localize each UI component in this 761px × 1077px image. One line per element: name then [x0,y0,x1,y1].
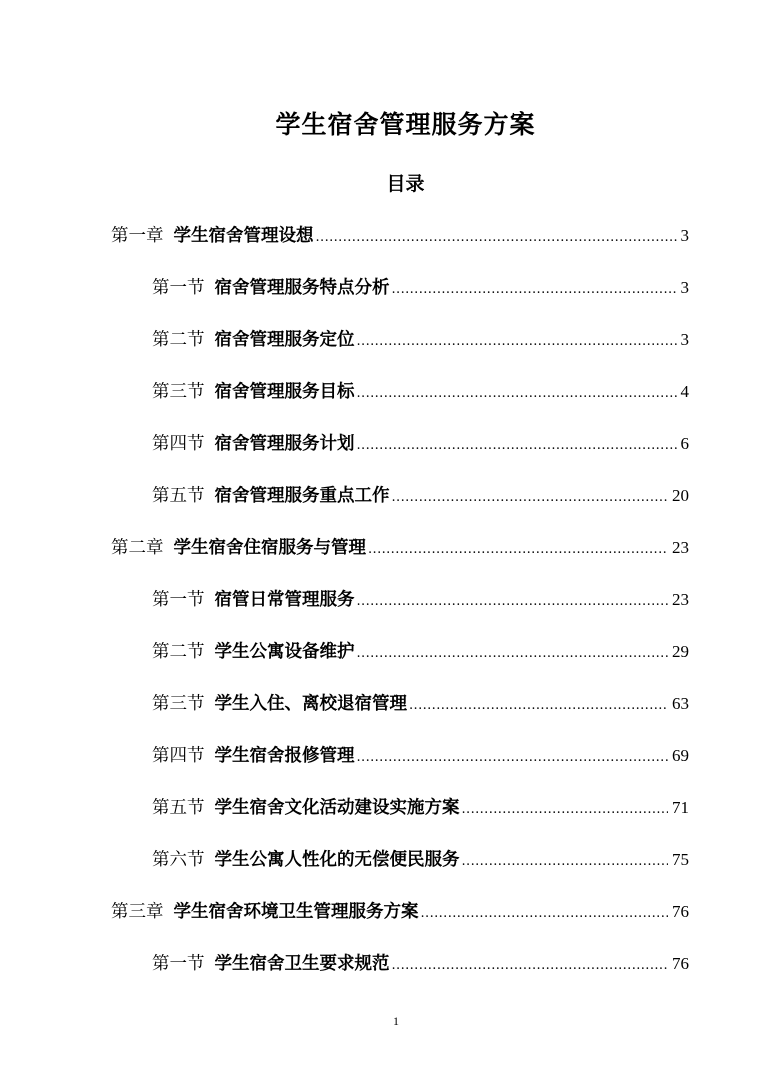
toc-entry-title: 学生宿舍文化活动建设实施方案 [214,798,460,818]
toc-entry-title: 学生公寓人性化的无偿便民服务 [214,850,460,870]
toc-entry-prefix: 第四节 [152,746,205,766]
toc-entry-title: 学生宿舍住宿服务与管理 [173,538,366,558]
toc-dot-leader [357,380,677,408]
toc-entry-page: 23 [672,538,689,557]
toc-entry-page: 69 [672,746,689,765]
toc-entry-prefix: 第三节 [152,382,205,402]
toc-entry-title: 学生宿舍环境卫生管理服务方案 [173,902,419,922]
toc-dot-leader [368,536,668,564]
toc-entry-prefix: 第一节 [152,278,205,298]
toc-entry-page: 3 [680,226,689,245]
toc-dot-leader [462,848,669,876]
toc-dot-leader [421,900,669,928]
toc-entry-page: 76 [672,954,689,973]
toc-entry-page: 20 [672,486,689,505]
toc-dot-leader [392,276,677,304]
toc-entry[interactable] [111,898,689,926]
toc-entry-prefix: 第三章 [111,902,164,922]
toc-entry[interactable] [152,586,689,614]
toc-entry-title: 学生宿舍卫生要求规范 [214,954,390,974]
toc-entry-page: 29 [672,642,689,661]
toc-dot-leader [392,484,669,512]
toc-entry-prefix: 第四节 [152,434,205,454]
toc-dot-leader [462,796,669,824]
toc-entry[interactable] [111,534,689,562]
toc-entry-page: 76 [672,902,689,921]
toc-entry[interactable] [152,742,689,770]
toc-entry-title: 学生入住、离校退宿管理 [214,694,407,714]
toc-entry-prefix: 第二节 [152,330,205,350]
toc-entry[interactable] [152,950,689,978]
toc-entry[interactable] [152,690,689,718]
toc-entry-page: 63 [672,694,689,713]
toc-entry-page: 3 [680,330,689,349]
toc-entry-prefix: 第五节 [152,486,205,506]
toc-entry[interactable] [152,846,689,874]
toc-entry-prefix: 第三节 [152,694,205,714]
toc-dot-leader [357,432,677,460]
toc-entry-prefix: 第五节 [152,798,205,818]
toc-entry[interactable] [152,482,689,510]
toc-entry[interactable] [152,326,689,354]
toc-entry-prefix: 第一章 [111,226,164,246]
toc-entry-page: 23 [672,590,689,609]
toc-entry-page: 6 [680,434,689,453]
toc-entry-title: 宿舍管理服务目标 [214,382,355,402]
toc-dot-leader [316,224,677,252]
document-title: 学生宿舍管理服务方案 [275,110,536,139]
toc-entry-page: 4 [680,382,689,401]
toc-entry-page: 3 [680,278,689,297]
toc-entry-title: 学生宿舍管理设想 [173,226,314,246]
toc-dot-leader [392,952,669,980]
toc-entry-prefix: 第六节 [152,850,205,870]
toc-entry[interactable] [152,378,689,406]
toc-entry-page: 75 [672,850,689,869]
toc-heading: 目录 [386,173,425,195]
page-number: 1 [393,1014,399,1028]
toc-dot-leader [357,744,669,772]
toc-entry-title: 学生宿舍报修管理 [214,746,355,766]
toc-entry-prefix: 第二节 [152,642,205,662]
toc-entry-title: 宿舍管理服务计划 [214,434,355,454]
toc-entry[interactable] [152,638,689,666]
toc-dot-leader [357,328,677,356]
toc-entry-title: 学生公寓设备维护 [214,642,355,662]
toc-dot-leader [409,692,668,720]
toc-dot-leader [357,588,669,616]
toc-entry[interactable] [152,794,689,822]
toc-dot-leader [357,640,669,668]
toc-entry[interactable] [152,274,689,302]
toc-entry-title: 宿管日常管理服务 [214,590,355,610]
toc-entry-title: 宿舍管理服务特点分析 [214,278,390,298]
toc-entry-title: 宿舍管理服务重点工作 [214,486,390,506]
toc-entry-prefix: 第一节 [152,954,205,974]
toc-entry-prefix: 第一节 [152,590,205,610]
toc-entry-title: 宿舍管理服务定位 [214,330,355,350]
toc-entry-page: 71 [672,798,689,817]
toc-entry[interactable] [152,430,689,458]
toc-entry-prefix: 第二章 [111,538,164,558]
toc-entry[interactable] [111,222,689,250]
